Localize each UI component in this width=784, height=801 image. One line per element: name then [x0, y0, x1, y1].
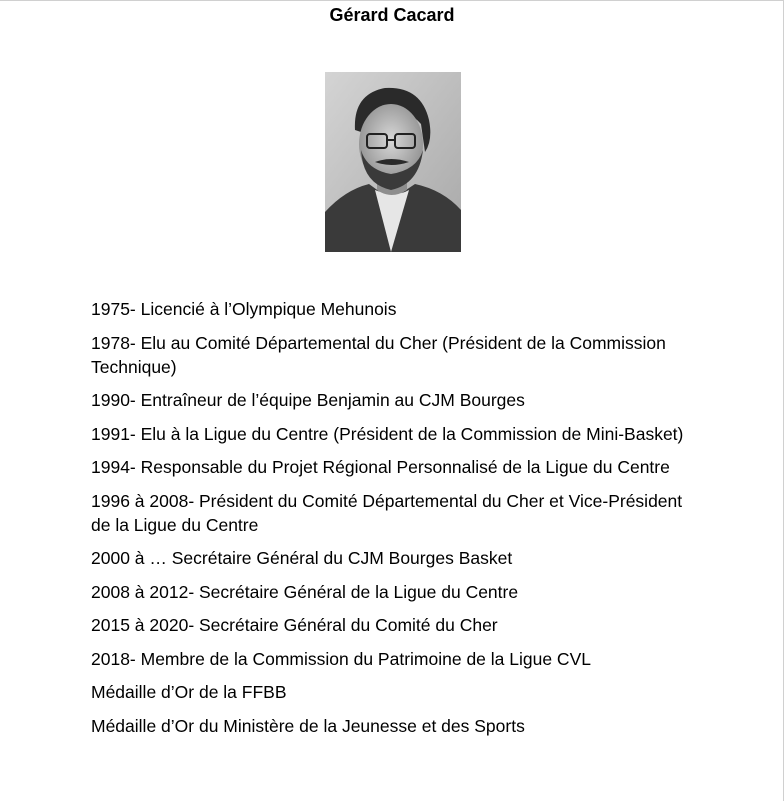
portrait-photo: [325, 72, 461, 252]
top-border: [0, 0, 784, 1]
career-entry-2008-2012: 2008 à 2012- Secrétaire Général de la Ligue du Centre: [91, 581, 519, 602]
person-portrait-icon: [325, 72, 461, 252]
career-entry-1990: 1990- Entraîneur de l’équipe Benjamin au CJM Bourges: [91, 390, 525, 410]
career-entry-1975: 1975- Licencié à l’Olympique Mehunois: [91, 299, 397, 319]
award-ministry-gold-medal: Médaille d’Or du Ministère de la Jeunesse et des Sports: [91, 715, 525, 736]
career-entry-1994: 1994- Responsable du Projet Régional Personnalisé de la Ligue du Centre: [91, 457, 670, 477]
award-ffbb-gold-medal: Médaille d’Or de la FFBB: [91, 682, 287, 702]
career-entry-1978: 1978- Elu au Comité Départemental du Cher (Président de la Commission Technique): [91, 332, 666, 377]
career-entry-2000: 2000 à … Secrétaire Général du CJM Bourges Basket: [91, 548, 513, 568]
career-entry-1991: 1991- Elu à la Ligue du Centre (Président de la Commission de Mini-Basket): [91, 423, 684, 444]
career-entry-2015-2020: 2015 à 2020- Secrétaire Général du Comité du Cher: [91, 615, 498, 635]
career-entry-2018: 2018- Membre de la Commission du Patrimoine de la Ligue CVL: [91, 648, 591, 669]
page-title: Gérard Cacard: [329, 5, 455, 25]
career-list: [91, 297, 691, 747]
career-entry-1996-2008: 1996 à 2008- Président du Comité Départemental du Cher et Vice-Président de la Ligue du Centre: [91, 490, 683, 535]
